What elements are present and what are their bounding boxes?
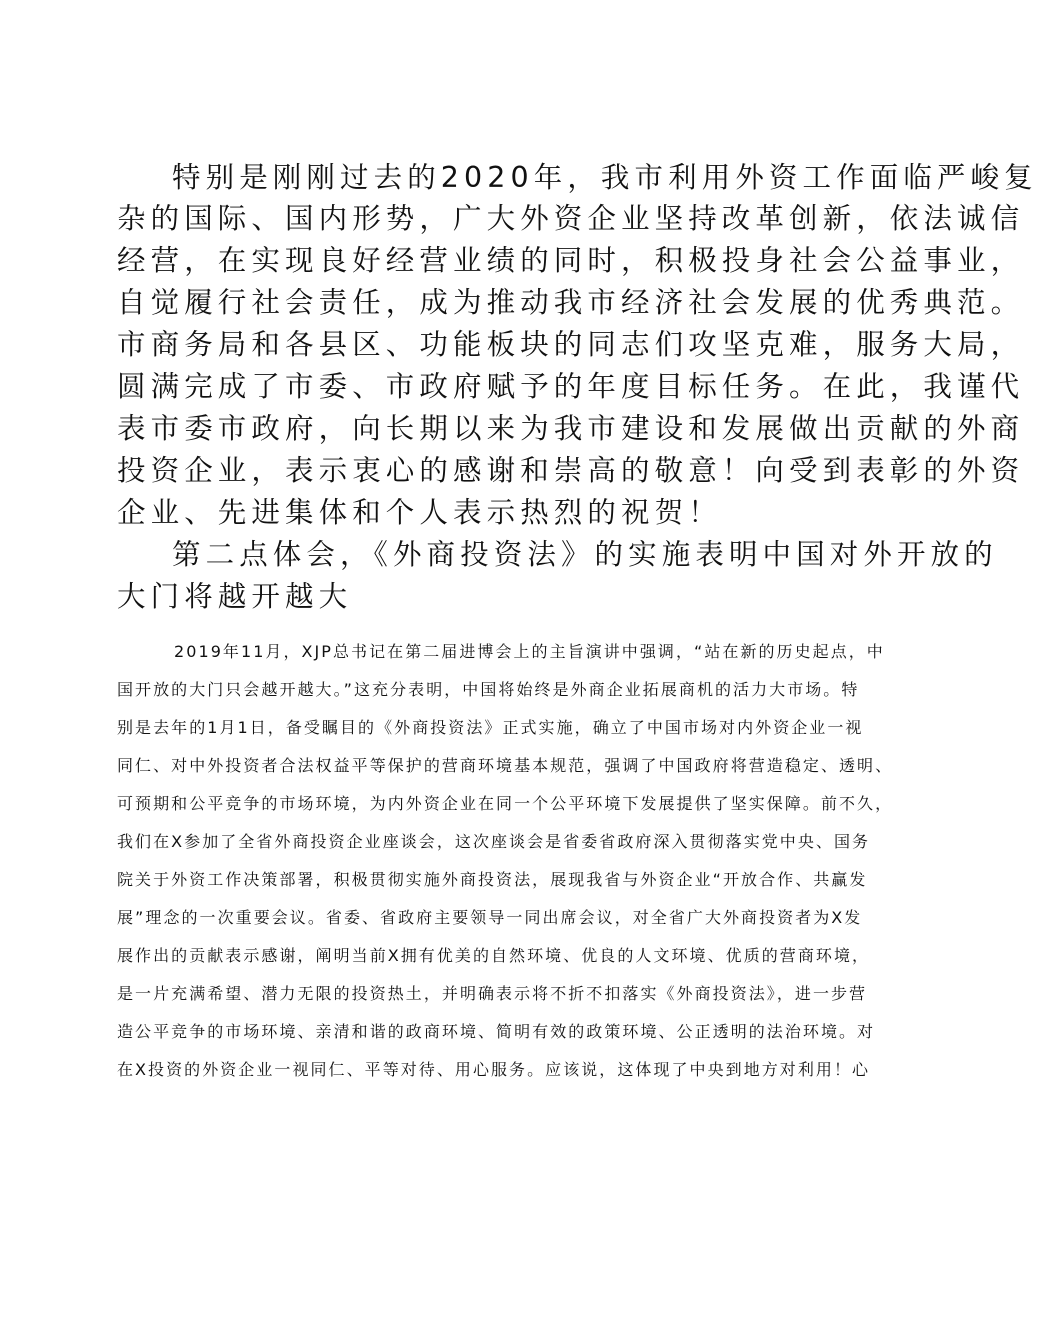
paragraph-2-line: 国开放的大门只会越开越大。”这充分表明，中国将始终是外商企业拓展商机的活力大市场。特 [117, 680, 860, 699]
paragraph-2-line: 2019年11月，XJP总书记在第二届进博会上的主旨演讲中强调，“站在新的历史起点，中 [174, 642, 885, 661]
paragraph-1-line: 特别是刚刚过去的2020年，我市利用外资工作面临严峻复 [172, 161, 1038, 194]
paragraph-1-line: 经营，在实现良好经营业绩的同时，积极投身社会公益事业， [117, 244, 1025, 277]
paragraph-1-line: 自觉履行社会责任，成为推动我市经济社会发展的优秀典范。 [117, 286, 1025, 319]
paragraph-2-line: 别是去年的1月1日，备受瞩目的《外商投资法》正式实施，确立了中国市场对内外资企业一视 [117, 718, 864, 737]
paragraph-1-line: 表市委市政府，向长期以来为我市建设和发展做出贡献的外商 [117, 412, 1025, 445]
paragraph-2-line: 可预期和公平竞争的市场环境，为内外资企业在同一个公平环境下发展提供了坚实保障。前不久， [117, 794, 894, 813]
paragraph-2-line: 同仁、对中外投资者合法权益平等保护的营商环境基本规范，强调了中国政府将营造稳定、透明、 [117, 756, 894, 775]
paragraph-1-line: 企业、先进集体和个人表示热烈的祝贺！ [117, 496, 722, 529]
paragraph-1-line: 市商务局和各县区、功能板块的同志们攻坚克难，服务大局， [117, 328, 1025, 361]
paragraph-1-line: 杂的国际、国内形势，广大外资企业坚持改革创新，依法诚信 [117, 202, 1025, 235]
paragraph-2-line: 展”理念的一次重要会议。省委、省政府主要领导一同出席会议，对全省广大外商投资者为X发 [117, 908, 863, 927]
paragraph-2-line: 造公平竞争的市场环境、亲清和谐的政商环境、简明有效的政策环境、公正透明的法治环境。对 [117, 1022, 876, 1041]
paragraph-1-line: 投资企业，表示衷心的感谢和崇高的敬意！向受到表彰的外资 [117, 454, 1025, 487]
paragraph-2-line: 展作出的贡献表示感谢，阐明当前X拥有优美的自然环境、优良的人文环境、优质的营商环境， [117, 946, 871, 965]
section-heading-line: 大门将越开越大 [117, 580, 353, 613]
paragraph-1-line: 圆满完成了市委、市政府赋予的年度目标任务。在此，我谨代 [117, 370, 1025, 403]
paragraph-2-line: 在X投资的外资企业一视同仁、平等对待、用心服务。应该说，这体现了中央到地方对利用！心 [117, 1060, 871, 1079]
section-heading-line: 第二点体会，《外商投资法》的实施表明中国对外开放的 [172, 538, 998, 571]
paragraph-2-line: 院关于外资工作决策部署，积极贯彻实施外商投资法，展现我省与外资企业“开放合作、共赢发 [117, 870, 868, 889]
paragraph-2-line: 是一片充满希望、潜力无限的投资热土，并明确表示将不折不扣落实《外商投资法》，进一步营 [117, 984, 868, 1003]
paragraph-2-line: 我们在X参加了全省外商投资企业座谈会，这次座谈会是省委省政府深入贯彻落实党中央、国务 [117, 832, 871, 851]
